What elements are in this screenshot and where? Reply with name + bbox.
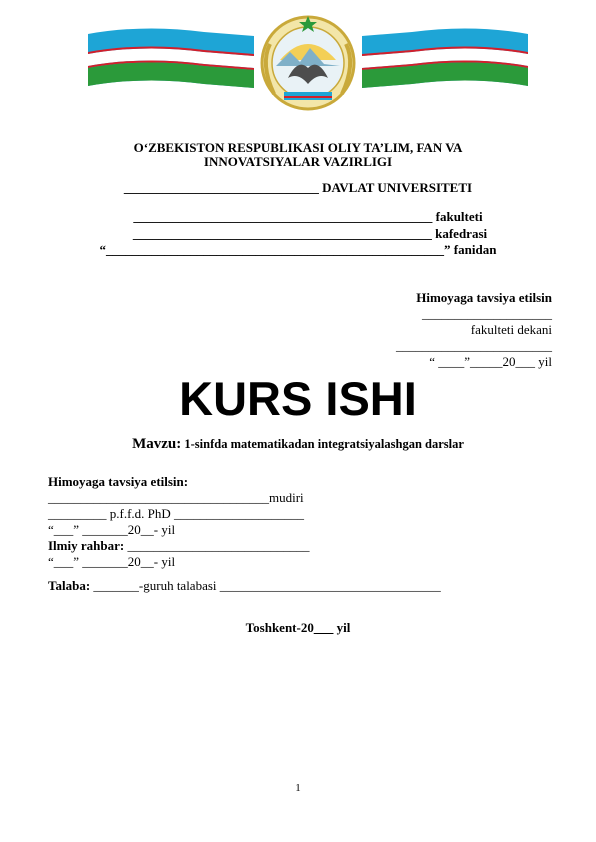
- state-emblem-icon: [84, 14, 532, 112]
- department-line: [12, 226, 596, 241]
- faculty-blank: ______________________________________________: [133, 209, 433, 224]
- document-title: KURS ISHI: [179, 372, 417, 425]
- university-blank: ______________________________: [123, 180, 319, 195]
- approval-date: “ ____”_____20___ yil: [429, 354, 552, 369]
- city-year-suffix: yil: [333, 620, 351, 635]
- topic-label: Mavzu:: [132, 436, 182, 452]
- date-line-2: “___” _______20__- yil: [48, 554, 176, 569]
- ministry-line-1: O‘ZBEKISTON RESPUBLIKASI OLIY TA’LIM, FAN VA: [133, 140, 463, 155]
- faculty-label: fakulteti: [435, 209, 483, 224]
- subject-label: ” fanidan: [444, 242, 497, 257]
- dean-signature-line: ________________________: [396, 338, 552, 353]
- city-year-blank: ___: [313, 620, 334, 635]
- topic-line: [0, 436, 596, 452]
- subject-blank: ____________________________________________________: [106, 242, 445, 257]
- page-number: 1: [295, 782, 301, 794]
- emblem-banner: [84, 14, 532, 112]
- city-year-prefix: Toshkent-20: [245, 620, 314, 635]
- subject-line: [0, 242, 596, 257]
- advisor-line: [48, 538, 309, 553]
- ministry-line-2: INNOVATSIYALAR VAZIRLIGI: [203, 154, 393, 169]
- student-line: [48, 578, 441, 593]
- university-line: [0, 180, 596, 195]
- university-label: DAVLAT UNIVERSITETI: [322, 180, 473, 195]
- department-label: kafedrasi: [435, 226, 488, 241]
- city-year: [0, 620, 596, 635]
- topic-text: 1-sinfda matematikadan integratsiyalashgan darslar: [184, 437, 464, 451]
- head-signature-line: __________________________________mudiri: [48, 490, 304, 505]
- approval-heading: Himoyaga tavsiya etilsin: [416, 290, 552, 305]
- student-text: _______-guruh talabasi __________________________________: [90, 578, 441, 593]
- student-label: Talaba:: [48, 578, 91, 593]
- phd-line: _________ p.f.f.d. PhD ____________________: [48, 506, 305, 521]
- subject-open-quote: “: [99, 242, 107, 257]
- advisor-label: Ilmiy rahbar:: [48, 538, 125, 553]
- department-blank: ______________________________________________: [132, 226, 432, 241]
- dean-label: fakulteti dekani: [470, 322, 552, 337]
- recommend-heading: Himoyaga tavsiya etilsin:: [48, 474, 189, 489]
- approval-signature-line: ____________________: [422, 306, 552, 321]
- advisor-blank: ____________________________: [124, 538, 310, 553]
- faculty-line: [10, 209, 596, 224]
- date-line-1: “___” _______20__- yil: [48, 522, 176, 537]
